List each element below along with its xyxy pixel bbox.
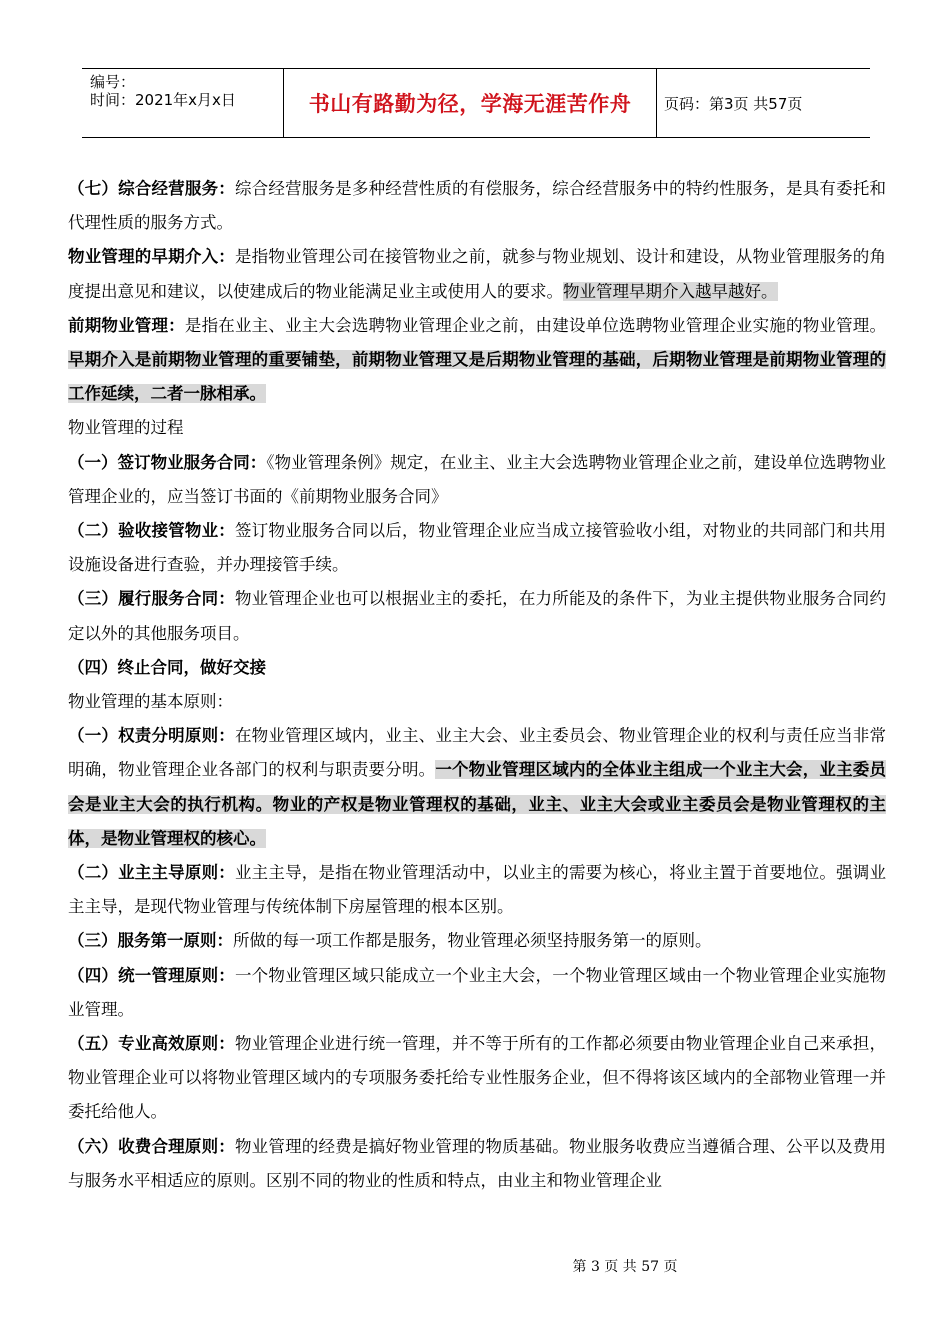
header-page-info: 页码：第3页 共57页	[664, 94, 803, 113]
header-page-info-cell	[656, 69, 870, 137]
paragraph-heading: （二）验收接管物业：	[68, 521, 235, 541]
paragraph-heading: （三）履行服务合同：	[68, 589, 235, 609]
paragraph	[68, 651, 886, 685]
paragraph	[68, 924, 886, 958]
paragraph	[68, 856, 886, 924]
header-meta	[82, 69, 284, 137]
paragraph-text: 《物业管理条例》规定，在业主、业主大会选聘物业管理企业之前，建设单位选聘物业管理企业的，应当签订书面的《前期物业服务合同》	[68, 452, 887, 506]
highlighted-text: 物业管理早期介入越早越好。	[563, 281, 778, 301]
doc-date: 时间：2021年x月x日	[90, 91, 236, 109]
paragraph-text: 物业管理的经费是搞好物业管理的物质基础。物业服务收费应当遵循合理、公平以及费用与服务水平相适应的原则。区别不同的物业的性质和特点，由业主和物业管理企业	[68, 1136, 887, 1190]
paragraph-text: 是指物业管理公司在接管物业之前，就参与物业规划、设计和建设，从物业管理服务的角度提出意见和建议，以使建成后的物业能满足业主或使用人的要求。	[68, 247, 887, 301]
paragraph	[68, 240, 886, 308]
paragraph-heading: （四）终止合同，做好交接	[68, 657, 266, 677]
paragraph-text: 所做的每一项工作都是服务，物业管理必须坚持服务第一的原则。	[233, 931, 712, 951]
paragraph-heading: （一）签订物业服务合同：	[68, 452, 267, 472]
page-footer	[0, 1256, 950, 1276]
paragraph-heading: （二）业主主导原则：	[68, 863, 235, 883]
page-number: 第 3 页 共 57 页	[572, 1259, 678, 1275]
paragraph	[68, 582, 886, 650]
paragraph-heading: （六）收费合理原则：	[68, 1136, 235, 1156]
paragraph-text: 签订物业服务合同以后，物业管理企业应当成立接管验收小组，对物业的共同部门和共用设施设备进行查验，并办理接管手续。	[68, 521, 887, 575]
header-motto: 书山有路勤为径，学海无涯苦作舟	[308, 92, 632, 116]
paragraph-heading: （一）权责分明原则：	[68, 726, 235, 746]
highlighted-text: 一个物业管理区域内的全体业主组成一个业主大会，业主委员会是业主大会的执行机构。物业的产权是物业管理权的基础，业主、业主大会或业主委员会是物业管理权的主体，是物业管理权的核心。	[68, 760, 887, 848]
paragraph-text: 物业管理企业也可以根据业主的委托，在力所能及的条件下，为业主提供物业服务合同约定以外的其他服务项目。	[68, 589, 887, 643]
highlighted-text: 早期介入是前期物业管理的重要铺垫，前期物业管理又是后期物业管理的基础，后期物业管理是前期物业管理的工作延续，二者一脉相承。	[68, 350, 886, 404]
paragraph-heading: 前期物业管理：	[68, 315, 185, 335]
paragraph	[68, 411, 886, 445]
paragraph-heading: （四）统一管理原则：	[68, 965, 235, 985]
paragraph	[68, 1130, 886, 1198]
paragraph	[68, 1027, 886, 1130]
paragraph	[68, 685, 886, 719]
paragraph-text: 是指在业主、业主大会选聘物业管理企业之前，由建设单位选聘物业管理企业实施的物业管理。	[184, 315, 887, 335]
paragraph	[68, 959, 886, 1027]
paragraph	[68, 446, 886, 514]
document-body	[68, 172, 886, 1198]
paragraph-text: 综合经营服务是多种经营性质的有偿服务，综合经营服务中的特约性服务，是具有委托和代理性质的服务方式。	[68, 179, 887, 233]
paragraph-heading: （三）服务第一原则：	[68, 931, 233, 951]
paragraph	[68, 719, 886, 856]
section-title: 物业管理的基本原则：	[68, 692, 233, 712]
paragraph	[68, 309, 886, 412]
paragraph-heading: 物业管理的早期介入：	[68, 247, 235, 267]
paragraph-text: 一个物业管理区域只能成立一个业主大会，一个物业管理区域由一个物业管理企业实施物业管理。	[68, 965, 887, 1019]
paragraph-heading: （五）专业高效原则：	[68, 1034, 235, 1054]
paragraph-text: 物业管理企业进行统一管理，并不等于所有的工作都必须要由物业管理企业自己来承担，物业管理企业可以将物业管理区域内的专项服务委托给专业性服务企业，但不得将该区域内的全部物业管理一并委托给他人。	[68, 1034, 887, 1122]
doc-number: 编号：	[90, 73, 136, 91]
paragraph-text: 业主主导，是指在物业管理活动中，以业主的需要为核心，将业主置于首要地位。强调业主主导，是现代物业管理与传统体制下房屋管理的根本区别。	[68, 863, 887, 917]
paragraph	[68, 514, 886, 582]
paragraph-text: 在物业管理区域内，业主、业主大会、业主委员会、物业管理企业的权利与责任应当非常明确，物业管理企业各部门的权利与职责要分明。	[68, 726, 887, 780]
header-motto-cell	[284, 69, 657, 137]
section-title: 物业管理的过程	[68, 418, 184, 438]
paragraph-heading: （七）综合经营服务：	[68, 179, 235, 198]
page-header	[82, 68, 870, 138]
paragraph	[68, 172, 886, 240]
